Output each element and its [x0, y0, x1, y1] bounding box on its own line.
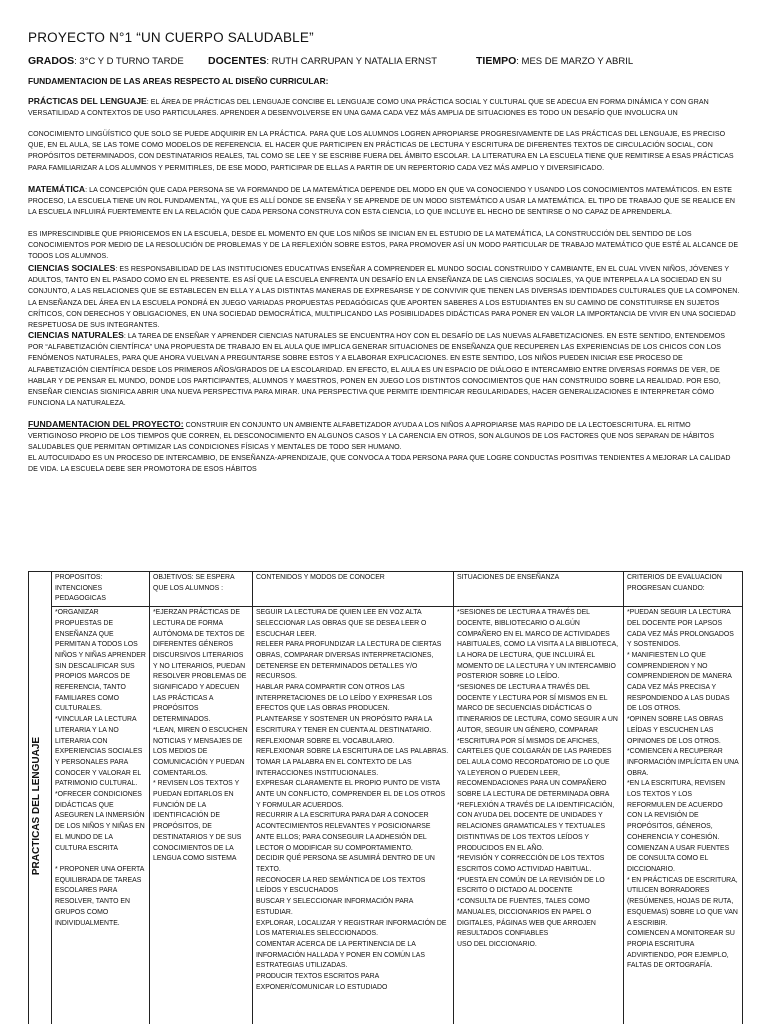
- cell-propositos: *ORGANIZAR PROPUESTAS DE ENSEÑANZA QUE PERMITAN A TODOS LOS NIÑOS Y NIÑAS APRENDER SIN DESCALIFICAR SUS PROPIOS MARCOS DE REFERENCIA, TANTO FAMILIARES COMO CULTURALES. *VINCULAR LA LECTURA LITERARIA Y LA NO LITERARIA CON EXPERIENCIAS SOCIALES Y PERSONALES PARA CONOCER Y VALORAR EL PATRIMONIO CULTURAL. *OFRECER CONDICIONES DIDÁCTICAS QUE ASEGUREN LA INMERSIÓN DE LOS NIÑOS Y NIÑAS EN EL MUNDO DE LA CULTURA ESCRITA * PROPONER UNA OFERTA EQUILIBRADA DE TAREAS ESCOLARES PARA RESOLVER, TANTO EN GRUPOS COMO INDIVIDUALMENTE.: [52, 607, 150, 1024]
- naturales-heading: CIENCIAS NATURALES: [28, 330, 124, 340]
- cell-objetivos: *EJERZAN PRÁCTICAS DE LECTURA DE FORMA AUTÓNOMA DE TEXTOS DE DIFERENTES GÉNEROS DISCURSIVOS LITERARIOS Y NO LITERARIOS, PUEDAN RESOLVER PROBLEMAS DE SIGNIFICADO Y ADECUEN LAS PRÁCTICAS A PROPÓSITOS DETERMINADOS. *LEAN, MIREN O ESCUCHEN NOTICIAS Y MENSAJES DE LOS MEDIOS DE COMUNICACIÓN Y PUEDAN COMENTARLOS. * REVISEN LOS TEXTOS Y PUEDAN EDITARLOS EN FUNCIÓN DE LA IDENTIFICACIÓN DE PROPÓSITOS, DE DESTINATARIOS Y DE SUS CONOCIMIENTOS DE LA LENGUA COMO SISTEMA: [150, 607, 253, 1024]
- grados-block: [28, 55, 184, 67]
- tiempo-value: : MES DE MARZO Y ABRIL: [516, 56, 634, 67]
- header-propositos: PROPOSITOS: INTENCIONES PEDAGOGICAS: [52, 572, 150, 607]
- lenguaje-heading: PRÁCTICAS DEL LENGUAJE: [28, 96, 147, 106]
- proyecto-text-2: EL AUTOCUIDADO ES UN PROCESO DE INTERCAMBIO, DE ENSEÑANZA-APRENDIZAJE, QUE CONVOCA A TODA PERSONA PARA QUE LOGRE CONDUCTAS POSITIVAS TENDIENTES A MEJORAR LA CALIDAD DE VIDA. LA ESCUELA DEBE SER PROMOTORA DE ESOS HÁBITOS: [28, 455, 731, 474]
- proyecto-text-1: CONSTRUIR EN CONJUNTO UN AMBIENTE ALFABETIZADOR AYUDA A LOS NIÑOS A APROPIARSE MAS RAPIDO DE LA LECTOESCRITURA. EL RITMO VERTIGINOSO PROPIO DE LOS TIEMPOS QUE CORREN, EL DESCONOCIMIENTO EN ALGUNOS CASOS Y LA CARENCIA EN OTROS, SON ALGUNOS DE LOS FACTORES QUE NOS SEPARAN DE HÁBITOS SALUDABLES QUE PERMITAN OPTIMIZAR LAS CONDICIONES FÍSICAS Y MENTALES DE TODO SER HUMANO.: [28, 422, 715, 452]
- header-contenidos: CONTENIDOS Y MODOS DE CONOCER: [253, 572, 454, 607]
- sociales-text: : ES RESPONSABILIDAD DE LAS INSTITUCIONES EDUCATIVAS ENSEÑAR A COMPRENDER EL MUNDO SOCIAL CONSTRUIDO Y CAMBIANTE, EN EL CUAL VIVEN NIÑOS, JÓVENES Y ADULTOS, TANTO EN EL PASADO COMO EN EL PRESENTE. ES ASÍ QUE LA ESCUELA ENFRENTA UN DESAFÍO EN LA ENSEÑANZA DE LAS CIENCIAS SOCIALES, YA QUE INTERPELA A LA SOCIEDAD EN SU CONJUNTO, A LAS RELACIONES QUE SE ESTABLECEN EN ELLA Y A LAS DISTINTAS MANERAS DE EXPRESARSE Y DE CONVIVIR QUE TIENEN LAS DIVERSAS IDENTIDADES CULTURALES QUE LA COMPONEN. LA ENSEÑANZA DEL ÁREA EN LA ESCUELA PONDRÁ EN JUEGO VARIADAS PROPUESTAS PEDAGÓGICAS QUE APORTEN SABERES A LOS ESTUDIANTES EN SU CAMINO DE CONSTITUIRSE EN SUJETOS CRÍTICOS, CON DERECHOS Y OBLIGACIONES, EN UNA SOCIEDAD DEMOCRÁTICA, MULTIPLICANDO LAS POSIBILIDADES DIDÁCTICAS PARA PONER EN VALOR LA IMPORTANCIA DE VIVIR EN UNA SOCIEDAD RESPETUOSA DE SUS INTEGRANTES.: [28, 266, 740, 330]
- side-label: PRACTICAS DEL LENGUAJE: [31, 736, 42, 875]
- header-objetivos: OBJETIVOS: SE ESPERA QUE LOS ALUMNOS :: [150, 572, 253, 607]
- proyecto-paragraph-2: [28, 453, 740, 475]
- proyecto-heading: FUNDAMENTACION DEL PROYECTO:: [28, 419, 184, 429]
- planning-table: [28, 571, 743, 1024]
- lenguaje-paragraph: [28, 96, 740, 119]
- sociales-paragraph: [28, 263, 740, 331]
- grados-value: : 3°C Y D TURNO TARDE: [74, 56, 184, 67]
- docentes-value: : RUTH CARRUPAN Y NATALIA ERNST: [266, 56, 438, 67]
- table-header-row: [29, 572, 743, 607]
- lenguaje-text-1: : EL ÁREA DE PRÁCTICAS DEL LENGUAJE CONCIBE EL LENGUAJE COMO UNA PRÁCTICA SOCIAL Y CULTURAL QUE SE ADECUA EN FORMA DINÁMICA Y CON GRAN VERSATILIDAD A CONTEXTOS DE USO PARTICULARES. APRENDER A DESENVOLVERSE EN UNA GAMA CADA VEZ MÁS AMPLIA DE SITUACIONES ES TODO UN DESAFÍO QUE INVOLUCRA UN: [28, 99, 709, 118]
- table-row: [29, 607, 743, 1024]
- header-criterios: CRITERIOS DE EVALUACION PROGRESAN CUANDO:: [624, 572, 743, 607]
- matematica-text: : LA CONCEPCIÓN QUE CADA PERSONA SE VA FORMANDO DE LA MATEMÁTICA DEPENDE DEL MODO EN QUE VA CONOCIENDO Y USANDO LOS CONOCIMIENTOS MATEMÁTICOS. EN ESTE PROCESO, LA ESCUELA TIENE UN ROL FUNDAMENTAL, YA QUE ES ALLÍ DONDE SE ENSEÑA Y SE APRENDE DE UN MODO SISTEMÁTICO A USAR LA MATEMÁTICA. EL TIPO DE TRABAJO QUE SE REALICE EN LA ESCUELA INFLUIRÁ FUERTEMENTE EN LA RELACIÓN QUE CADA PERSONA CONSTRUYA CON ESTA CIENCIA, LO QUE INCLUYE EL HECHO DE SENTIRSE O NO CAPAZ DE APRENDERLA.: [28, 187, 736, 217]
- lenguaje-paragraph-2: [28, 129, 740, 174]
- tiempo-label: TIEMPO: [476, 55, 517, 67]
- cell-criterios: *PUEDAN SEGUIR LA LECTURA DEL DOCENTE POR LAPSOS CADA VEZ MÁS PROLONGADOS Y SOSTENIDOS. * MANIFIESTEN LO QUE COMPRENDIERON Y NO COMPRENDIERON DE MANERA CADA VEZ MÁS PRECISA Y RESPONDIENDO A LAS DUDAS DE LOS OTROS. *OPINEN SOBRE LAS OBRAS LEÍDAS Y ESCUCHEN LAS OPINIONES DE LOS OTROS. *COMIENCEN A RECUPERAR INFORMACIÓN IMPLÍCITA EN UNA OBRA. *EN LA ESCRITURA, REVISEN LOS TEXTOS Y LOS REFORMULEN DE ACUERDO CON LA REVISIÓN DE PROPÓSITOS, GÉNEROS, COHERENCIA Y COHESIÓN. COMIENZAN A USAR FUENTES DE CONSULTA COMO EL DICCIONARIO. * EN PRÁCTICAS DE ESCRITURA, UTILICEN BORRADORES (RESÚMENES, HOJAS DE RUTA, ESQUEMAS) SOBRE LO QUE VAN A ESCRIBIR. COMIENCEN A MONITOREAR SU PROPIA ESCRITURA ADVIRTIENDO, POR EJEMPLO, FALTAS DE ORTOGRAFÍA.: [624, 607, 743, 1024]
- project-title: PROYECTO N°1 “UN CUERPO SALUDABLE”: [28, 30, 314, 45]
- proyecto-paragraph: [28, 419, 740, 454]
- side-label-cell: [29, 572, 52, 1024]
- matematica-heading: MATEMÁTICA: [28, 184, 86, 194]
- lenguaje-text-2: CONOCIMIENTO LINGÜÍSTICO QUE SOLO SE PUEDE ADQUIRIR EN LA PRÁCTICA. PARA QUE LOS ALUMNOS LOGREN APROPIARSE PROGRESIVAMENTE DE LAS PRÁCTICAS DEL LENGUAJE, ES PRECISO QUE, EN EL AULA, SE LAS TOME COMO MODELOS DE REFERENCIA. EL HACER QUE PARTICIPEN EN PRÁCTICAS DE LECTURA Y ESCRITURA DE DIFERENTES TEXTOS DE CIRCULACIÓN SOCIAL, CON PROPÓSITOS DETERMINADOS, CON DESTINATARIOS REALES, TAL COMO SE LEE Y SE ESCRIBE FUERA DEL ÁMBITO ESCOLAR. LA LITERATURA EN LA ESCUELA TIENE QUE REMITIRSE A ESAS PRÁCTICAS PARA FAMILIARIZAR A LOS ALUMNOS Y PERMITIRLES, DE ESE MODO, PARTICIPAR DE ELLAS A PARTIR DE UN REPERTORIO CADA VEZ MÁS AMPLIO Y DIVERSIFICADO.: [28, 131, 734, 172]
- docentes-label: DOCENTES: [208, 55, 267, 67]
- naturales-paragraph: [28, 330, 740, 409]
- matematica-text-2: ES IMPRESCINDIBLE QUE PRIORICEMOS EN LA ESCUELA, DESDE EL MOMENTO EN QUE LOS NIÑOS SE INICIAN EN EL ESTUDIO DE LA MATEMÁTICA, LA CONSTRUCCIÓN DEL SENTIDO DE LOS CONOCIMIENTOS POR MEDIO DE LA RESOLUCIÓN DE PROBLEMAS Y DE LA REFLEXIÓN SOBRE ESTOS, PARA PROMOVER ASÍ UN MODO PARTICULAR DE TRABAJO MATEMÁTICO QUE ESTÉ AL ALCANCE DE TODOS LOS ALUMNOS.: [28, 231, 739, 261]
- fundamentacion-title: FUNDAMENTACION DE LAS AREAS RESPECTO AL DISEÑO CURRICULAR:: [28, 76, 329, 86]
- docentes-block: [208, 55, 437, 67]
- matematica-paragraph: [28, 184, 740, 219]
- naturales-text: : LA TAREA DE ENSEÑAR Y APRENDER CIENCIAS NATURALES SE ENCUENTRA HOY CON EL DESAFÍO DE LAS NUEVAS ALFABETIZACIONES. EN ESTE SENTIDO, ENTENDEMOS POR “ALFABETIZACIÓN CIENTÍFICA” UNA PROPUESTA DE TRABAJO EN EL AULA QUE IMPLICA GENERAR SITUACIONES DE ENSEÑANZA QUE RECUPEREN LAS EXPERIENCIAS DE LOS CHICOS CON LOS FENÓMENOS NATURALES, PARA QUE AHORA VUELVAN A PREGUNTARSE SOBRE ESTOS Y A ELABORAR EXPLICACIONES. EN ESTE SENTIDO, LOS NIÑOS PUEDEN INICIAR ESE PROCESO DE ALFABETIZACIÓN CIENTÍFICA DESDE LOS PRIMEROS AÑOS/GRADOS DE LA ESCOLARIDAD. EN EFECTO, EL AULA ES UN ESPACIO DE DIÁLOGO E INTERCAMBIO ENTRE DIVERSAS FORMAS DE VER, DE HABLAR Y DE PENSAR EL MUNDO, DONDE LOS PARTICIPANTES, ALUMNOS Y MAESTROS, PONEN EN JUEGO LOS DISTINTOS CONOCIMIENTOS QUE HAN CONSTRUIDO SOBRE LA REALIDAD. POR ESO, ENSEÑAR CIENCIAS SIGNIFICA ABRIR UNA NUEVA PERSPECTIVA PARA MIRAR. UNA PERSPECTIVA QUE PERMITE IDENTIFICAR REGULARIDADES, HACER GENERALIZACIONES E INTERPRETAR CÓMO FUNCIONA LA NATURALEZA.: [28, 333, 726, 408]
- cell-contenidos: SEGUIR LA LECTURA DE QUIEN LEE EN VOZ ALTA SELECCIONAR LAS OBRAS QUE SE DESEA LEER O ESCUCHAR LEER. RELEER PARA PROFUNDIZAR LA LECTURA DE CIERTAS OBRAS, COMPARAR DIVERSAS INTERPRETACIONES, DETENERSE EN DETERMINADOS DETALLES Y/O RECURSOS. HABLAR PARA COMPARTIR CON OTROS LAS INTERPRETACIONES DE LO LEÍDO Y EXPRESAR LOS EFECTOS QUE LAS OBRAS PRODUCEN. PLANTEARSE Y SOSTENER UN PROPÓSITO PARA LA ESCRITURA Y TENER EN CUENTA AL DESTINATARIO. REFLEXIONAR SOBRE EL VOCABULARIO. REFLEXIONAR SOBRE LA ESCRITURA DE LAS PALABRAS. TOMAR LA PALABRA EN EL CONTEXTO DE LAS INTERACCIONES INSTITUCIONALES. EXPRESAR CLARAMENTE EL PROPIO PUNTO DE VISTA ANTE UN CONFLICTO, COMPRENDER EL DE LOS OTROS Y FORMULAR ACUERDOS. RECURRIR A LA ESCRITURA PARA DAR A CONOCER ACONTECIMIENTOS RELEVANTES Y POSICIONARSE ANTE ELLOS; PARA CONSEGUIR LA ADHESIÓN DEL LECTOR O MODIFICAR SU COMPORTAMIENTO. DECIDIR QUÉ PERSONA SE ASUMIRÁ DENTRO DE UN TEXTO. RECONOCER LA RED SEMÁNTICA DE LOS TEXTOS LEÍDOS Y ESCUCHADOS BUSCAR Y SELECCIONAR INFORMACIÓN PARA ESTUDIAR. EXPLORAR, LOCALIZAR Y REGISTRAR INFORMACIÓN DE LOS MATERIALES SELECCIONADOS. COMENTAR ACERCA DE LA PERTINENCIA DE LA INFORMACIÓN HALLADA Y PONER EN COMÚN LAS ESTRATEGIAS UTILIZADAS. PRODUCIR TEXTOS ESCRITOS PARA EXPONER/COMUNICAR LO ESTUDIADO: [253, 607, 454, 1024]
- cell-situaciones: *SESIONES DE LECTURA A TRAVÉS DEL DOCENTE, BIBLIOTECARIO O ALGÚN COMPAÑERO EN EL MARCO DE ACTIVIDADES HABITUALES, COMO LA VISITA A LA BIBLIOTECA, LA HORA DE LECTURA, QUE INCLUIRÁ EL MOMENTO DE LA LECTURA Y UN INTERCAMBIO POSTERIOR SOBRE LO LEÍDO. *SESIONES DE LECTURA A TRAVÉS DEL DOCENTE Y LECTURA POR SÍ MISMOS EN EL MARCO DE SECUENCIAS DIDÁCTICAS O ITINERARIOS DE LECTURA, COMO SEGUIR A UN AUTOR, SEGUIR UN GÉNERO, COMPARAR *ESCRITURA POR SÍ MISMOS DE AFICHES, CARTELES QUE COLGARÁN DE LAS PAREDES DEL AULA COMO RECORDATORIO DE LO QUE YA LEYERON O PUEDEN LEER, RECOMENDACIONES PARA UN COMPAÑERO SOBRE LA LECTURA DE DETERMINADA OBRA *REFLEXIÓN A TRAVÉS DE LA IDENTIFICACIÓN, CON AYUDA DEL DOCENTE DE UNIDADES Y RELACIONES GRAMATICALES Y TEXTUALES DISTINTIVAS DE LOS TEXTOS LEÍDOS Y PRODUCIDOS EN EL AÑO. *REVISIÓN Y CORRECCIÓN DE LOS TEXTOS ESCRITOS COMO ACTIVIDAD HABITUAL. *PUESTA EN COMÚN DE LA REVISIÓN DE LO ESCRITO O DICTADO AL DOCENTE *CONSULTA DE FUENTES, TALES COMO MANUALES, DICCIONARIOS EN PAPEL O DIGITALES, PÁGINAS WEB QUE ARROJEN RESULTADOS CONFIABLES USO DEL DICCIONARIO.: [454, 607, 624, 1024]
- sociales-heading: CIENCIAS SOCIALES: [28, 263, 116, 273]
- tiempo-block: [476, 55, 633, 67]
- header-situaciones: SITUACIONES DE ENSEÑANZA: [454, 572, 624, 607]
- grados-label: GRADOS: [28, 55, 75, 67]
- matematica-paragraph-2: [28, 229, 740, 263]
